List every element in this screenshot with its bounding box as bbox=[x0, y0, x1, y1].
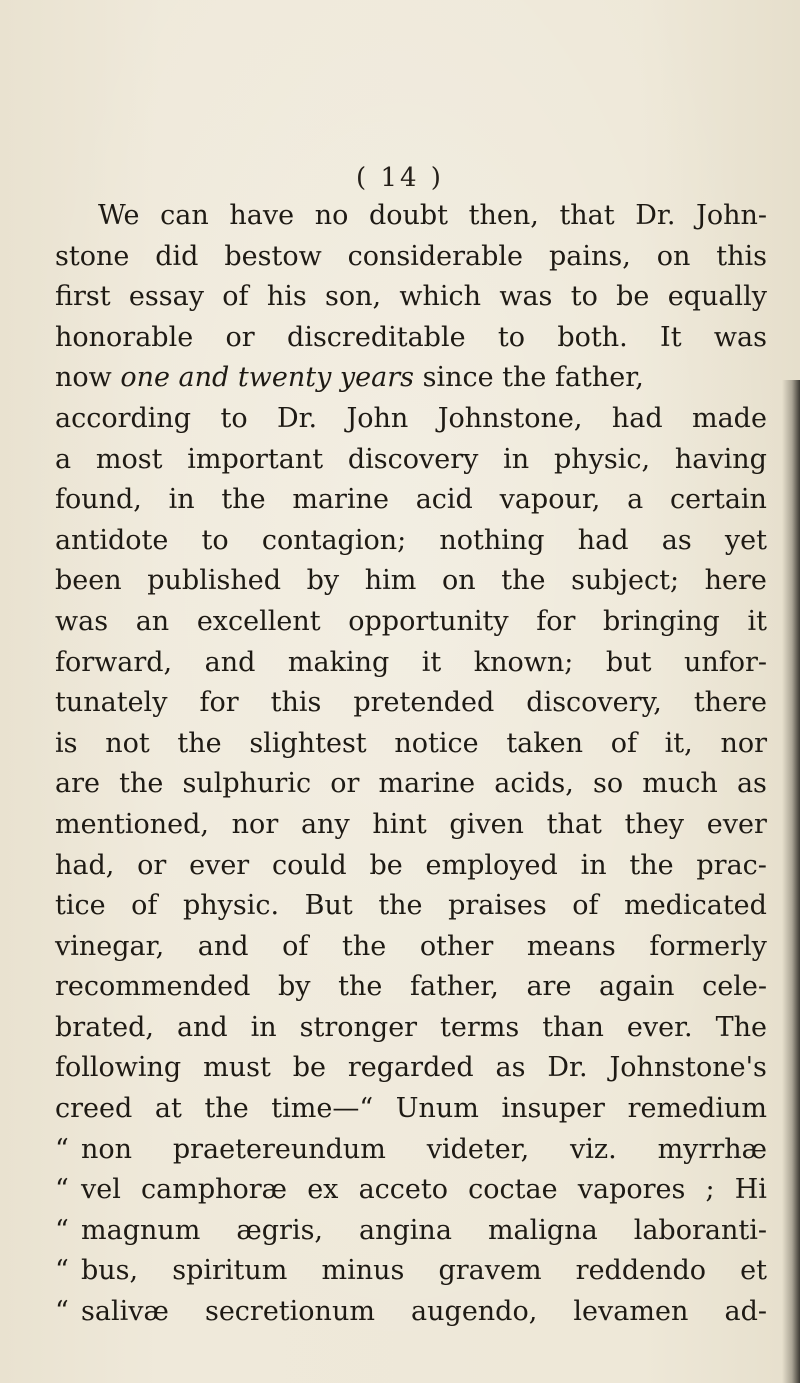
text-line: following must be regarded as Dr. Johnstone's bbox=[55, 1052, 767, 1084]
text-line: We can have no doubt then, that Dr. John- bbox=[98, 200, 767, 231]
text-line: a most important discovery in physic, having bbox=[55, 443, 767, 475]
quote-mark: “ bbox=[55, 1255, 69, 1287]
text-line: found, in the marine acid vapour, a certain bbox=[55, 484, 767, 516]
quoted-line: “ salivæ secretionum augendo, levamen ad- bbox=[55, 1292, 767, 1333]
text-line: was an excellent opportunity for bringing it bbox=[55, 605, 767, 637]
page-edge-shadow bbox=[782, 380, 800, 1383]
text-line: had, or ever could be employed in the prac- bbox=[55, 849, 767, 881]
quoted-line: “ vel camphoræ ex acceto coctae vapores ; Hi bbox=[55, 1170, 767, 1211]
quote-mark: “ bbox=[55, 1133, 69, 1165]
quote-mark: “ bbox=[55, 1296, 69, 1328]
text-line: brated, and in stronger terms than ever. The bbox=[55, 1011, 767, 1043]
text-line: according to Dr. John Johnstone, had made bbox=[55, 402, 767, 434]
quoted-line: “ non praetereundum videter, viz. myrrhæ bbox=[55, 1130, 767, 1171]
quoted-line: “ bus, spiritum minus gravem reddendo et bbox=[55, 1251, 767, 1292]
text-line: recommended by the father, are again cele- bbox=[55, 971, 767, 1003]
italic-phrase: one and twenty years bbox=[120, 362, 415, 394]
quote-mark: “ bbox=[55, 1214, 69, 1246]
text-line: are the sulphuric or marine acids, so much as bbox=[55, 768, 767, 800]
text-run: since the father, bbox=[414, 362, 644, 394]
quoted-line: “ magnum ægris, angina maligna laboranti- bbox=[55, 1211, 767, 1252]
text-line: antidote to contagion; nothing had as yet bbox=[55, 524, 767, 556]
quote-mark: “ bbox=[55, 1174, 69, 1206]
text-line: tice of physic. But the praises of medicated bbox=[55, 890, 767, 922]
text-line: tunately for this pretended discovery, there bbox=[55, 687, 767, 719]
text-line: forward, and making it known; but unfor- bbox=[55, 646, 767, 678]
text-line bbox=[55, 358, 767, 399]
text-line: mentioned, nor any hint given that they ever bbox=[55, 808, 767, 840]
text-line: stone did bestow considerable pains, on this bbox=[55, 240, 767, 272]
text-line: honorable or discreditable to both. It was bbox=[55, 321, 767, 353]
text-line: been published by him on the subject; here bbox=[55, 565, 767, 597]
text-line: creed at the time—“ Unum insuper remedium bbox=[55, 1093, 767, 1125]
body-text bbox=[55, 196, 767, 1333]
text-line: vinegar, and of the other means formerly bbox=[55, 930, 767, 962]
text-line: first essay of his son, which was to be equally bbox=[55, 281, 767, 313]
page-number: ( 14 ) bbox=[356, 163, 444, 193]
text-run: now bbox=[55, 362, 121, 394]
text-line: is not the slightest notice taken of it, nor bbox=[55, 727, 767, 759]
